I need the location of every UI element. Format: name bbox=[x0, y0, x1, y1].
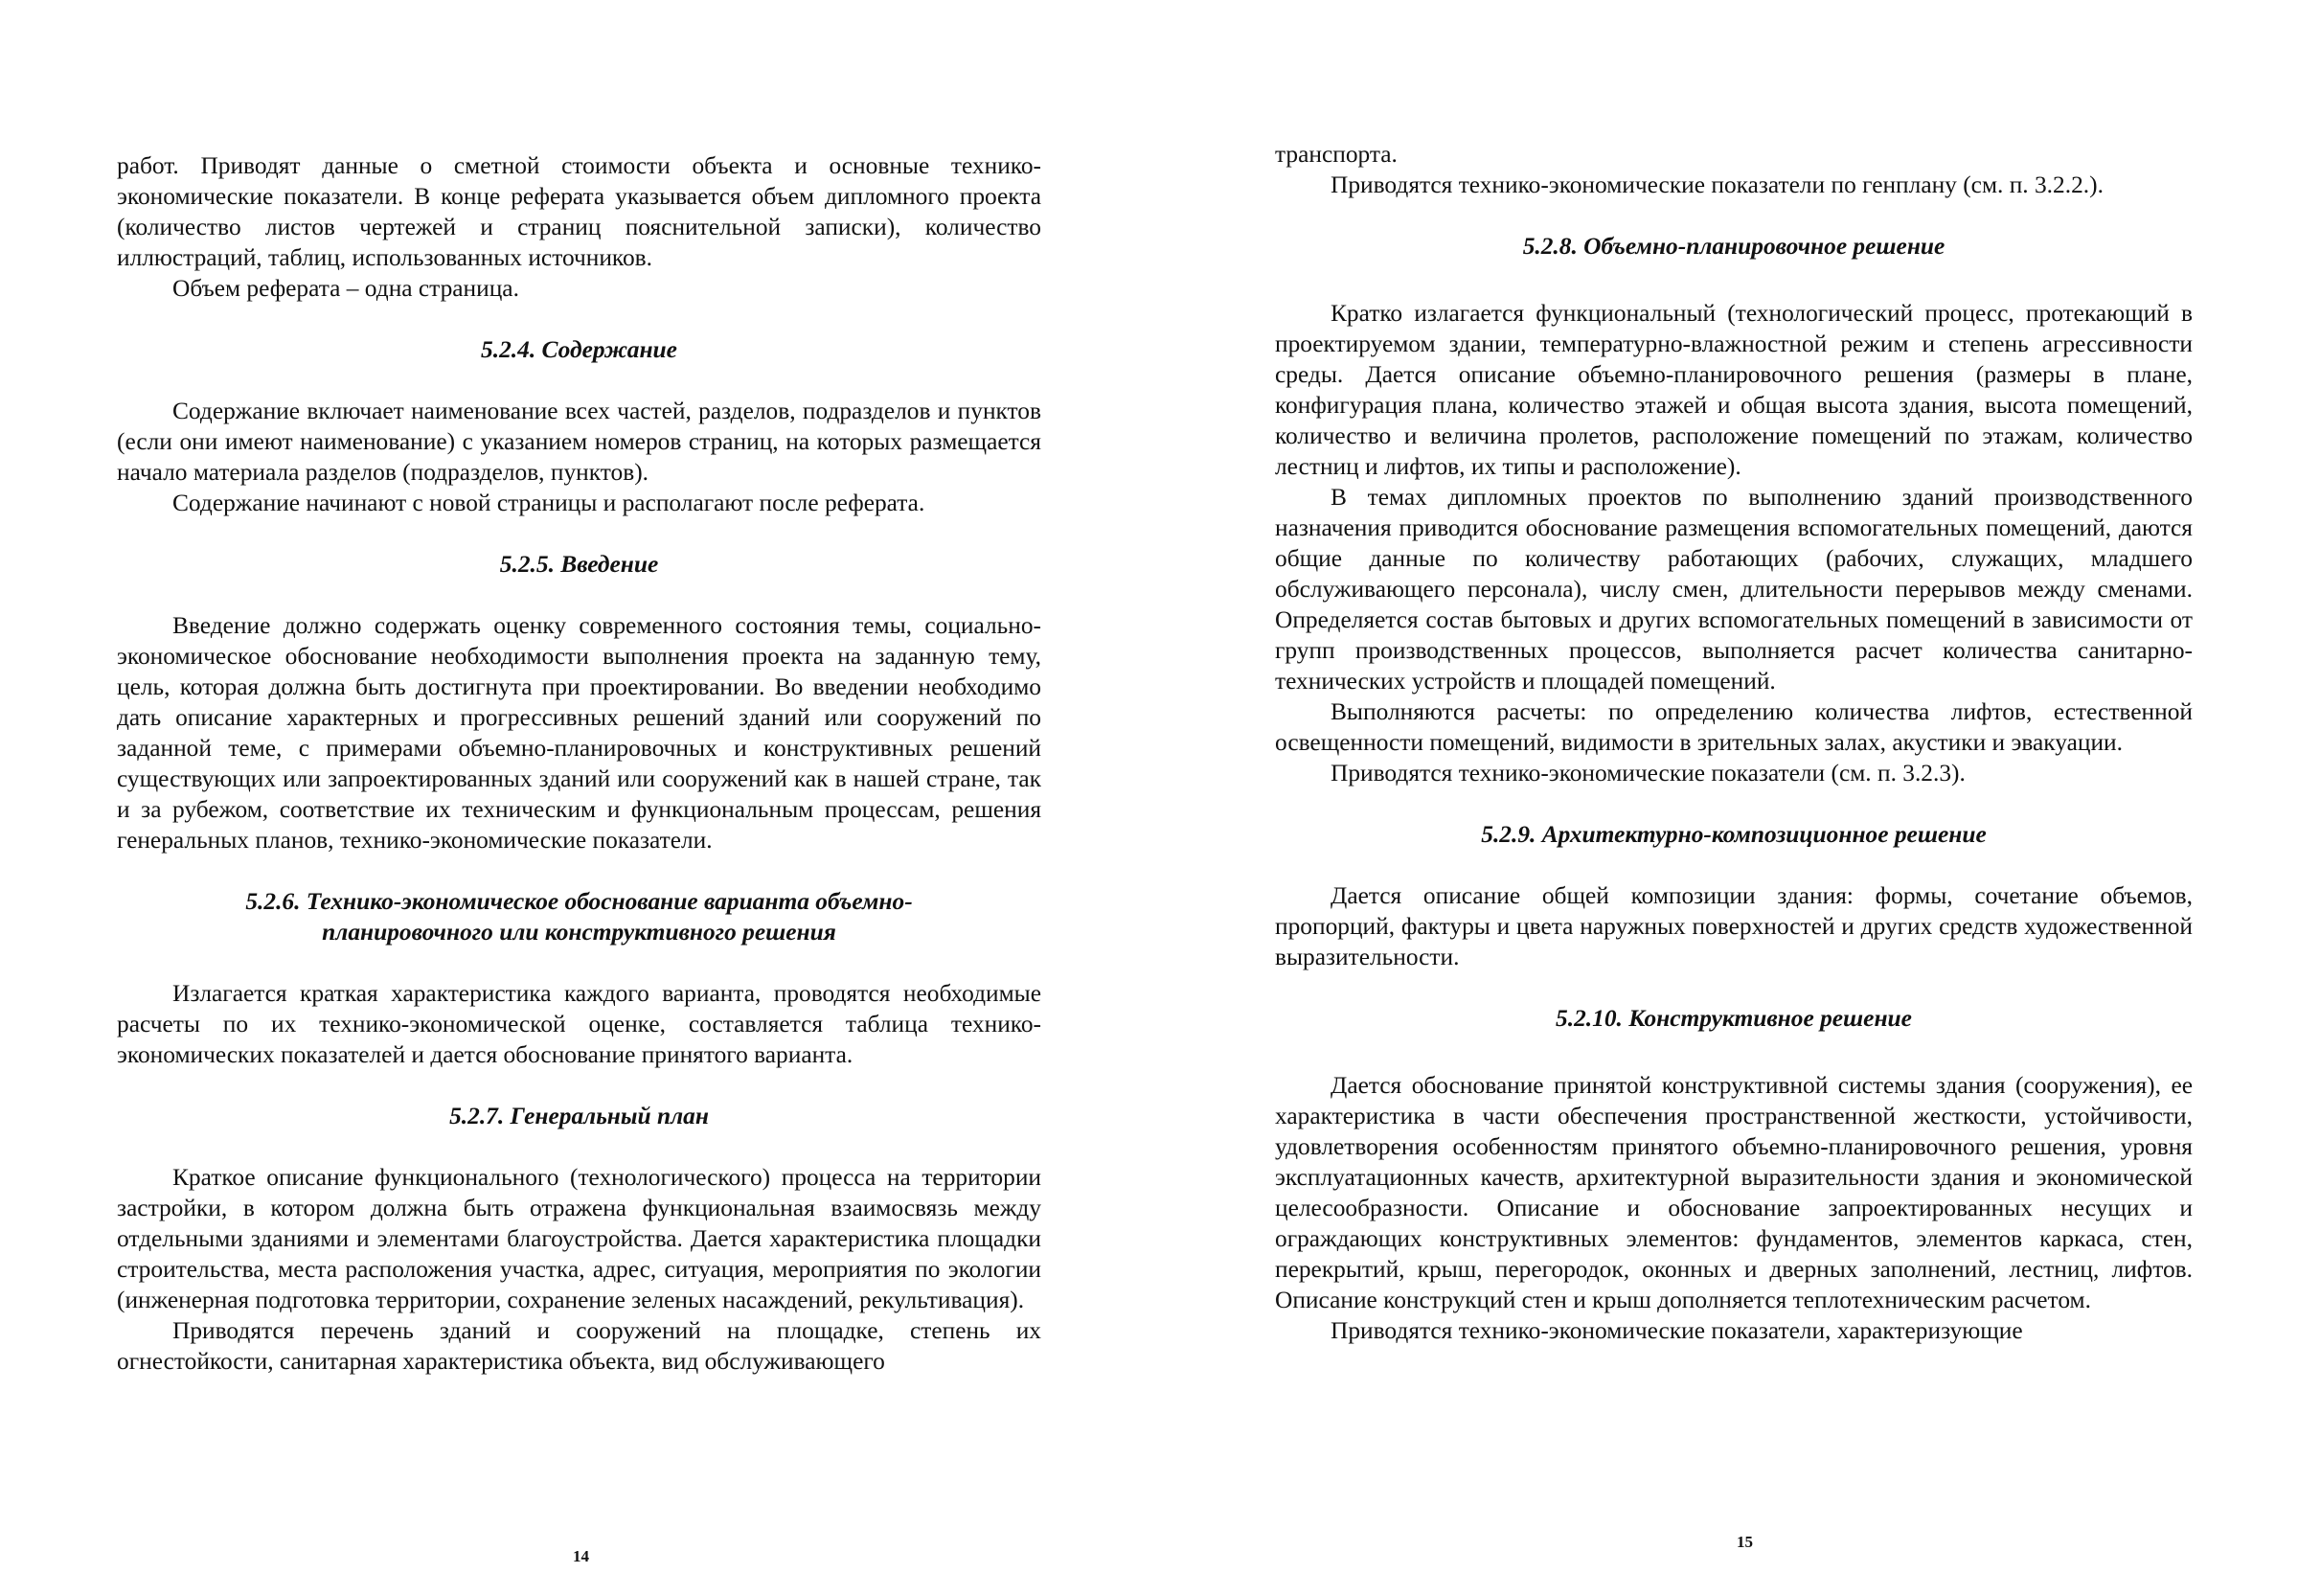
paragraph-contents-2: Содержание начинают с новой страницы и располагают после реферата. bbox=[172, 490, 925, 516]
heading-5-2-6-line-1: 5.2.6. Технико-экономическое обоснование варианта объемно- bbox=[245, 888, 913, 915]
paragraph-master-plan-indicators: Приводятся технико-экономические показатели по генплану (см. п. 3.2.2.). bbox=[1331, 171, 2104, 198]
paragraph-space-planning-3: Выполняются расчеты: по определению количества лифтов, естественной освещенности помещений, видимости в зрительных залах, акустики и эвакуации. bbox=[1275, 698, 2193, 756]
paragraph-master-plan-2: Приводятся перечень зданий и сооружений на площадке, степень их огнестойкости, санитарная характеристика объекта, вид обслуживающего bbox=[117, 1317, 1041, 1375]
paragraph-contents-1: Содержание включает наименование всех частей, разделов, подразделов и пунктов (если они имеют наименование) с указанием номеров страниц, на которых размещается начало материала разделов (подразделов, пунктов). bbox=[117, 398, 1041, 486]
paragraph-space-planning-2: В темах дипломных проектов по выполнению зданий производственного назначения приводится обоснование размещения вспомогательных помещений, даются общие данные по количеству работающих (рабочих, служащих, младшего обслуживающего персонала), числу смен, длительности перерывов между сменами. Определяется состав бытовых и других вспомогательных помещений в зависимости от групп производственных процессов, выполняется расчет количества санитарно-технических устройств и площадей помещений. bbox=[1275, 484, 2193, 695]
paragraph-intro: работ. Приводят данные о сметной стоимости объекта и основные технико-экономические показатели. В конце реферата указывается объем дипломного проекта (количество листов чертежей и страниц пояснительной записки), количество иллюстраций, таблиц, использованных источников. bbox=[117, 152, 1041, 271]
heading-5-2-9-architectural-composition: 5.2.9. Архитектурно-композиционное решение bbox=[1481, 821, 1987, 848]
paragraph-structural-solution-2: Приводятся технико-экономические показатели, характеризующие bbox=[1331, 1317, 2023, 1344]
heading-5-2-7-master-plan: 5.2.7. Генеральный план bbox=[449, 1103, 709, 1129]
paragraph-master-plan-1: Краткое описание функционального (технологического) процесса на территории застройки, в котором должна быть отражена функциональная взаимосвязь между отдельными зданиями и элементами благоустройства. Дается характеристика площадки строительства, места расположения участка, адрес, ситуация, мероприятия по экологии (инженерная подготовка территории, сохранение зеленых насаждений, рекультивация). bbox=[117, 1164, 1041, 1313]
heading-5-2-8-space-planning: 5.2.8. Объемно-планировочное решение bbox=[1522, 233, 1945, 260]
paragraph-space-planning-4: Приводятся технико-экономические показатели (см. п. 3.2.3). bbox=[1331, 760, 1966, 787]
page-number-right: 15 bbox=[1737, 1533, 1753, 1551]
left-page-text-column bbox=[117, 150, 1041, 1377]
heading-5-2-6-feasibility bbox=[117, 886, 1041, 947]
paragraph-continuation: транспорта. bbox=[1275, 141, 1398, 168]
right-page bbox=[1149, 0, 2298, 1596]
page-number-left: 14 bbox=[573, 1547, 589, 1565]
right-page-text-column bbox=[1275, 139, 2193, 1346]
heading-5-2-10-structural-solution: 5.2.10. Конструктивное решение bbox=[1556, 1005, 1912, 1032]
paragraph-space-planning-1: Кратко излагается функциональный (технологический процесс, протекающий в проектируемом здании, температурно-влажностной режим и степень агрессивности среды. Дается описание объемно-планировочного решения (размеры в плане, конфигурация плана, количество этажей и общая высота здания, высота помещений, количество и величина пролетов, расположение помещений по этажам, количество лестниц и лифтов, их типы и расположение). bbox=[1275, 300, 2193, 480]
paragraph-introduction: Введение должно содержать оценку современного состояния темы, социально-экономическое обоснование необходимости выполнения проекта на заданную тему, цель, которая должна быть достигнута при проектировании. Во введении необходимо дать описание характерных и прогрессивных решений зданий или сооружений по заданной теме, с примерами объемно-планировочных и конструктивных решений существующих или запроектированных зданий или сооружений как в нашей стране, так и за рубежом, соответствие их техническим и функциональным процессам, решения генеральных планов, технико-экономические показатели. bbox=[117, 612, 1041, 854]
heading-5-2-5-introduction: 5.2.5. Введение bbox=[499, 551, 659, 578]
paragraph-abstract-volume: Объем реферата – одна страница. bbox=[172, 275, 519, 302]
heading-5-2-6-line-2: планировочного или конструктивного решения bbox=[322, 919, 836, 946]
paragraph-feasibility: Излагается краткая характеристика каждого варианта, проводятся необходимые расчеты по их технико-экономической оценке, составляется таблица технико-экономических показателей и дается обоснование принятого варианта. bbox=[117, 980, 1041, 1068]
paragraph-structural-solution-1: Дается обоснование принятой конструктивной системы здания (сооружения), ее характеристика в части обеспечения пространственной жесткости, устойчивости, удовлетворения особенностям принятого объемно-планировочного решения, уровня эксплуатационных качеств, архитектурной выразительности здания и экономической целесообразности. Описание и обоснование запроектированных несущих и ограждающих конструктивных элементов: фундаментов, элементов каркаса, стен, перекрытий, крыш, перегородок, оконных и дверных заполнений, лестниц, лифтов. Описание конструкций стен и крыш дополняется теплотехническим расчетом. bbox=[1275, 1072, 2193, 1313]
paragraph-architectural-composition: Дается описание общей композиции здания: формы, сочетание объемов, пропорций, фактуры и цвета наружных поверхностей и других средств художественной выразительности. bbox=[1275, 882, 2193, 970]
heading-5-2-4-contents: 5.2.4. Содержание bbox=[481, 336, 677, 363]
